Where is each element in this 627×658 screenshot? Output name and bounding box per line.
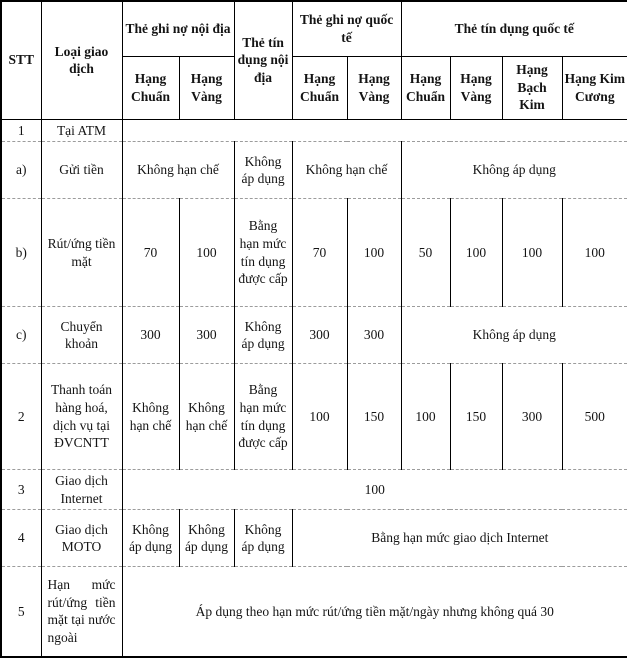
cell-limit-value: 100 (562, 199, 627, 307)
cell-limit-value: Bằng hạn mức tín dụng được cấp (234, 199, 292, 307)
cell-limit-value: 300 (179, 307, 234, 364)
header-tier-standard: Hạng Chuẩn (122, 56, 179, 119)
cell-stt: 1 (1, 119, 41, 142)
cell-limit-value: 300 (347, 307, 401, 364)
table-row (1, 307, 627, 364)
cell-transaction-type: Giao dịch Internet (41, 470, 122, 510)
cell-limit-value: Không áp dụng (234, 307, 292, 364)
cell-limit-value: Không áp dụng (401, 307, 627, 364)
table-row (1, 470, 627, 510)
cell-limit-value: 150 (347, 364, 401, 470)
header-stt: STT (1, 1, 41, 119)
cell-limit-value: 150 (450, 364, 502, 470)
cell-limit-value: 70 (292, 199, 347, 307)
cell-transaction-type: Thanh toán hàng hoá, dịch vụ tại ĐVCNTT (41, 364, 122, 470)
cell-limit-value: Không hạn chế (122, 142, 234, 199)
table-header (1, 1, 627, 119)
cell-limit-value: 300 (502, 364, 562, 470)
table-row (1, 199, 627, 307)
cell-stt: 5 (1, 567, 41, 657)
table-row (1, 364, 627, 470)
cell-limit-value: Không hạn chế (122, 364, 179, 470)
cell-limit-value: 100 (347, 199, 401, 307)
cell-transaction-type: Rút/ứng tiền mặt (41, 199, 122, 307)
header-tier-diamond: Hạng Kim Cương (562, 56, 627, 119)
cell-stt: a) (1, 142, 41, 199)
header-domestic-credit: Thẻ tín dụng nội địa (234, 1, 292, 119)
cell-limit-value: Không áp dụng (401, 142, 627, 199)
cell-limit-value: Bằng hạn mức giao dịch Internet (292, 510, 627, 567)
cell-stt: c) (1, 307, 41, 364)
cell-limit-value: Không áp dụng (179, 510, 234, 567)
cell-limit-value: Không áp dụng (234, 142, 292, 199)
header-tier-gold: Hạng Vàng (450, 56, 502, 119)
cell-limit-value: 100 (502, 199, 562, 307)
cell-stt: 2 (1, 364, 41, 470)
cell-limit-value: 100 (401, 364, 450, 470)
table-body (1, 119, 627, 657)
header-tier-gold: Hạng Vàng (347, 56, 401, 119)
cell-limit-value: 100 (292, 364, 347, 470)
cell-limit-value: 100 (179, 199, 234, 307)
header-tier-standard: Hạng Chuẩn (401, 56, 450, 119)
table-row (1, 510, 627, 567)
cell-limit-value: 100 (450, 199, 502, 307)
cell-limit-value: 50 (401, 199, 450, 307)
cell-limit-value: Không áp dụng (234, 510, 292, 567)
cell-limit-value: 300 (122, 307, 179, 364)
table-row (1, 142, 627, 199)
header-group-row (1, 1, 627, 56)
cell-transaction-type: Hạn mức rút/ứng tiền mặt tại nước ngoài (41, 567, 122, 657)
table-row (1, 567, 627, 657)
cell-limit-value: 70 (122, 199, 179, 307)
header-tier-platinum: Hạng Bạch Kim (502, 56, 562, 119)
cell-transaction-type: Tại ATM (41, 119, 122, 142)
cell-limit-value: Bằng hạn mức tín dụng được cấp (234, 364, 292, 470)
cell-limit-value: 100 (122, 470, 627, 510)
cell-limit-value: Áp dụng theo hạn mức rút/ứng tiền mặt/ngày nhưng không quá 30 (122, 567, 627, 657)
header-tier-gold: Hạng Vàng (179, 56, 234, 119)
cell-limit-value: 500 (562, 364, 627, 470)
cell-transaction-type: Giao dịch MOTO (41, 510, 122, 567)
cell-stt: 3 (1, 470, 41, 510)
cell-limit-value: Không hạn chế (292, 142, 401, 199)
cell-limit-value: 300 (292, 307, 347, 364)
header-transaction-type: Loại giao dịch (41, 1, 122, 119)
cell-limit-value (122, 119, 627, 142)
cell-limit-value: Không hạn chế (179, 364, 234, 470)
header-tier-standard: Hạng Chuẩn (292, 56, 347, 119)
cell-stt: b) (1, 199, 41, 307)
header-domestic-debit: Thẻ ghi nợ nội địa (122, 1, 234, 56)
table-row (1, 119, 627, 142)
header-international-debit: Thẻ ghi nợ quốc tế (292, 1, 401, 56)
cell-transaction-type: Chuyển khoản (41, 307, 122, 364)
cell-transaction-type: Gửi tiền (41, 142, 122, 199)
header-international-credit: Thẻ tín dụng quốc tế (401, 1, 627, 56)
cell-limit-value: Không áp dụng (122, 510, 179, 567)
cell-stt: 4 (1, 510, 41, 567)
